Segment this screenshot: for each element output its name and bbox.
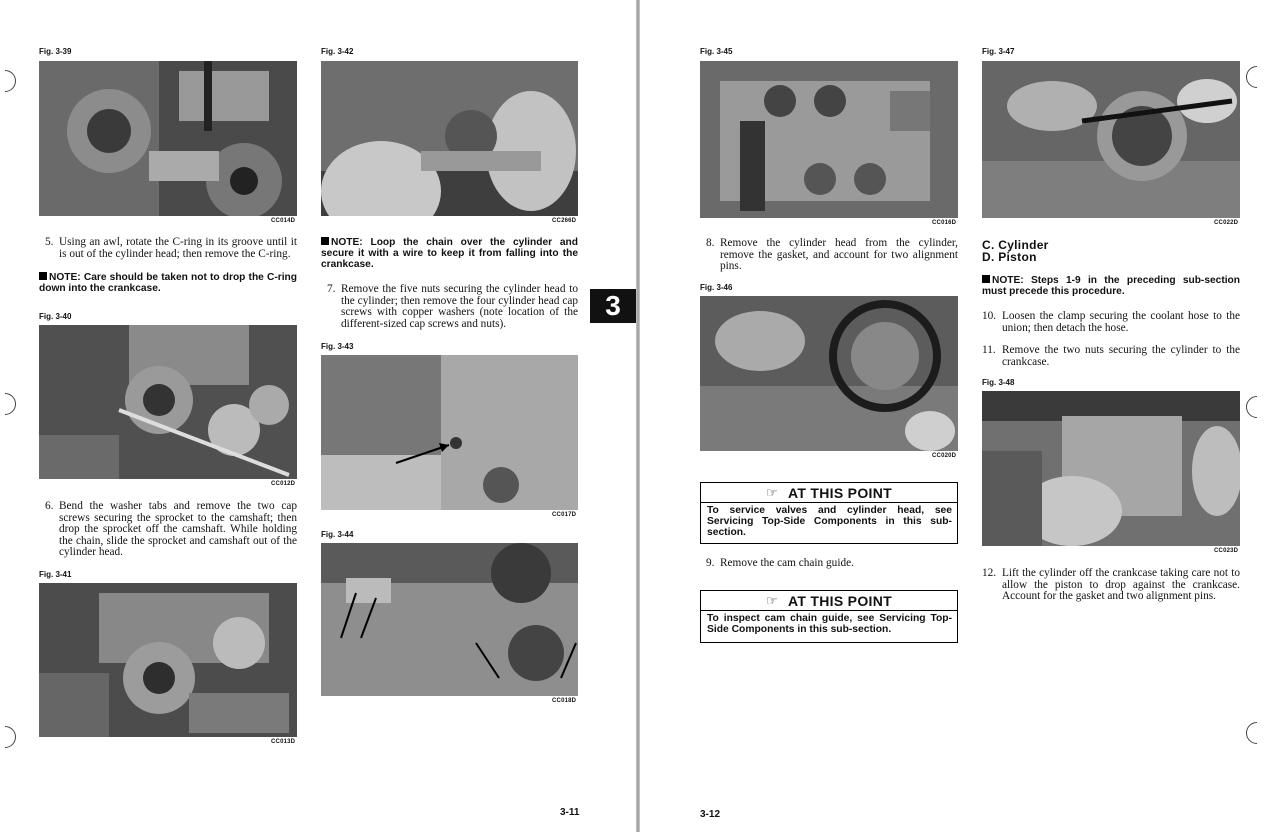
step-8 bbox=[700, 238, 958, 273]
step-5 bbox=[39, 237, 297, 260]
figure-photo-cylinder-removal bbox=[982, 61, 1240, 218]
step-number: 11. bbox=[982, 344, 996, 356]
note-text: NOTE: Care should be taken not to drop the C-ring down into the crankcase. bbox=[39, 272, 297, 294]
box-title: AT THIS POINT bbox=[787, 592, 892, 609]
figure-label: Fig. 3-46 bbox=[700, 283, 733, 292]
figure-photo-cap-screws bbox=[321, 543, 578, 696]
pointing-hand-icon: ☞ bbox=[766, 592, 778, 608]
figure-photo-engine-c-ring bbox=[39, 61, 297, 216]
binder-hole-mark bbox=[0, 726, 16, 748]
note-bullet-icon bbox=[321, 237, 329, 245]
page-number: 3-11 bbox=[560, 807, 580, 818]
step-text: Using an awl, rotate the C-ring in its groove until it is out of the cylinder head; then remove the C-ring. bbox=[59, 236, 297, 260]
note-loop-chain bbox=[321, 237, 578, 270]
figure-label: Fig. 3-43 bbox=[321, 342, 354, 351]
figure-code: CC012D bbox=[271, 481, 296, 487]
figure-label: Fig. 3-40 bbox=[39, 312, 72, 321]
step-7 bbox=[321, 284, 578, 330]
binder-hole-mark bbox=[1246, 396, 1268, 418]
figure-code: CC023D bbox=[1214, 548, 1239, 554]
note-bullet-icon bbox=[982, 275, 990, 283]
binder-hole-mark bbox=[0, 393, 16, 415]
binder-hole-mark bbox=[0, 70, 16, 92]
figure-photo-lift-cylinder bbox=[982, 391, 1240, 546]
binder-hole-mark bbox=[1246, 722, 1268, 744]
figure-label: Fig. 3-48 bbox=[982, 378, 1015, 387]
box-text: To inspect cam chain guide, see Servicing Top-Side Components in this sub-section. bbox=[707, 613, 952, 635]
pointing-hand-icon: ☞ bbox=[766, 484, 778, 500]
step-number: 5. bbox=[45, 236, 54, 248]
figure-photo-camshaft bbox=[39, 583, 297, 737]
section-heading-piston: D. Piston bbox=[982, 250, 1037, 264]
box-text: To service valves and cylinder head, see Servicing Top-Side Components in this sub-section. bbox=[707, 505, 952, 538]
step-number: 9. bbox=[706, 557, 715, 569]
figure-code: CC266D bbox=[552, 218, 577, 224]
step-10 bbox=[982, 311, 1240, 334]
box-heading bbox=[701, 591, 957, 611]
step-text: Remove the two nuts securing the cylinder to the crankcase. bbox=[1002, 344, 1240, 368]
figure-code: CC018D bbox=[552, 698, 577, 704]
note-bullet-icon bbox=[39, 272, 47, 280]
step-number: 12. bbox=[982, 567, 997, 579]
figure-label: Fig. 3-39 bbox=[39, 47, 72, 56]
figure-label: Fig. 3-45 bbox=[700, 47, 733, 56]
section-heading-cylinder: C. Cylinder bbox=[982, 238, 1049, 252]
section-tab: 3 bbox=[590, 289, 636, 323]
figure-code: CC013D bbox=[271, 739, 296, 745]
note-text: NOTE: Steps 1-9 in the preceding sub-section must precede this procedure. bbox=[982, 275, 1240, 297]
page-number: 3-12 bbox=[700, 809, 721, 820]
figure-label: Fig. 3-44 bbox=[321, 530, 354, 539]
figure-photo-gasket bbox=[700, 296, 958, 451]
step-text: Bend the washer tabs and remove the two cap screws securing the sprocket to the camshaft; then drop the sprocket off the camshaft. While holding the chain, slide the sprocket and camshaft out of the cylinder head. bbox=[59, 500, 297, 559]
at-this-point-box-service-valves bbox=[700, 482, 958, 544]
figure-code: CC014D bbox=[271, 218, 296, 224]
figure-label: Fig. 3-42 bbox=[321, 47, 354, 56]
left-page bbox=[0, 0, 636, 832]
box-title: AT THIS POINT bbox=[787, 484, 892, 501]
step-number: 10. bbox=[982, 310, 997, 322]
figure-photo-sprocket bbox=[39, 325, 297, 479]
figure-code: CC016D bbox=[932, 220, 957, 226]
step-6 bbox=[39, 501, 297, 559]
figure-code: CC022D bbox=[1214, 220, 1239, 226]
step-11 bbox=[982, 345, 1240, 368]
step-number: 8. bbox=[706, 237, 715, 249]
figure-photo-cylinder-head bbox=[700, 61, 958, 218]
at-this-point-box-cam-chain-guide bbox=[700, 590, 958, 643]
figure-label: Fig. 3-47 bbox=[982, 47, 1015, 56]
note-c-ring bbox=[39, 272, 297, 294]
step-text: Remove the cam chain guide. bbox=[720, 557, 854, 569]
step-text: Remove the cylinder head from the cylinder, remove the gasket, and account for two alignment pins. bbox=[720, 237, 958, 273]
step-number: 6. bbox=[45, 500, 54, 512]
figure-photo-hands-chain bbox=[321, 61, 578, 216]
figure-photo-cylinder-nut bbox=[321, 355, 578, 510]
figure-code: CC017D bbox=[552, 512, 577, 518]
figure-code: CC020D bbox=[932, 453, 957, 459]
right-page bbox=[640, 0, 1280, 832]
step-9 bbox=[700, 558, 958, 570]
binder-hole-mark bbox=[1246, 66, 1268, 88]
step-text: Remove the five nuts securing the cylinder head to the cylinder; then remove the four cylinder head cap screws with copper washers (note location of the different-sized cap screws and nuts). bbox=[341, 283, 578, 330]
figure-label: Fig. 3-41 bbox=[39, 570, 72, 579]
box-heading bbox=[701, 483, 957, 503]
note-preceding-steps bbox=[982, 275, 1240, 297]
step-number: 7. bbox=[327, 283, 336, 295]
step-text: Loosen the clamp securing the coolant hose to the union; then detach the hose. bbox=[1002, 310, 1240, 334]
note-text: NOTE: Loop the chain over the cylinder and secure it with a wire to keep it from falling into the crankcase. bbox=[321, 237, 578, 270]
step-12 bbox=[982, 568, 1240, 603]
step-text: Lift the cylinder off the crankcase taking care not to allow the piston to drop against the crankcase. Account for the gasket and two alignment pins. bbox=[1002, 567, 1240, 603]
